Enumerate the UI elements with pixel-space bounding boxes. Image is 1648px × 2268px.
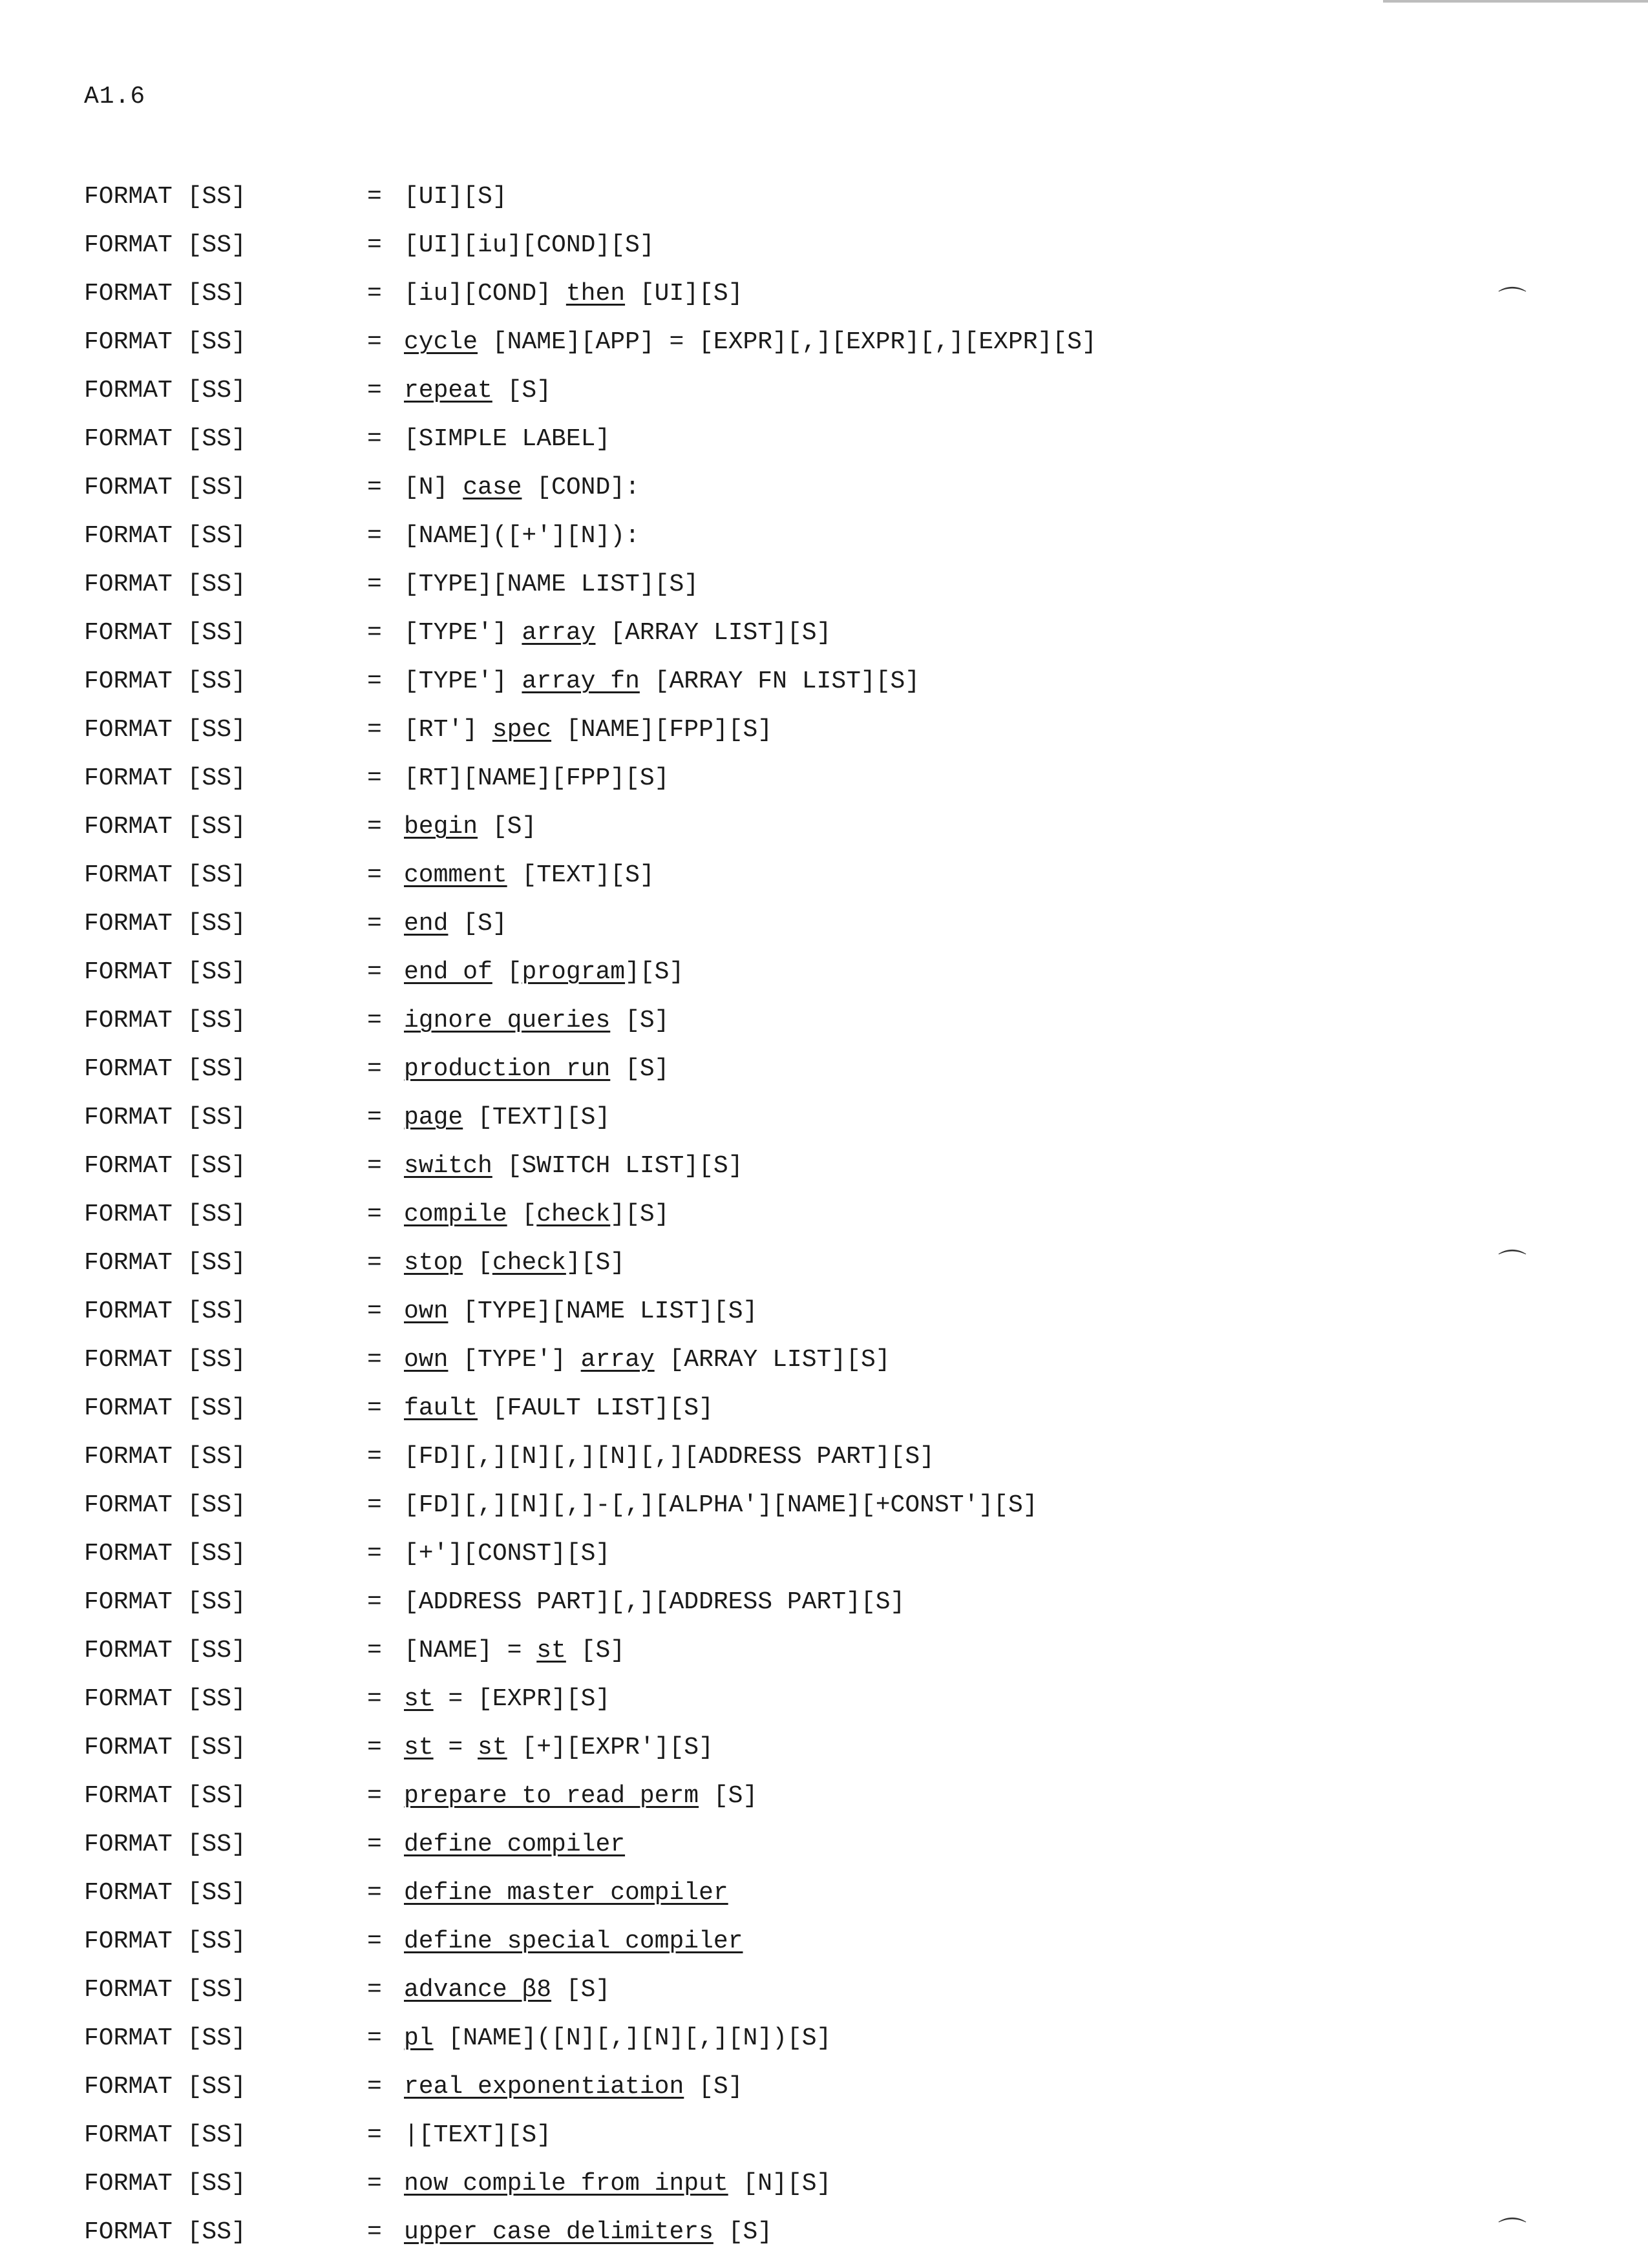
format-label: FORMAT [SS] — [84, 1685, 246, 1713]
definition-text: [FD][,][N][,][N][,][ADDRESS PART][S] — [404, 1443, 935, 1471]
definition-text: [S] — [699, 1782, 758, 1810]
format-label: FORMAT [SS] — [84, 231, 246, 259]
equals-sign: = — [367, 1201, 382, 1228]
format-definition — [404, 1299, 757, 1325]
keyword: comment — [404, 861, 507, 889]
keyword: check — [536, 1201, 611, 1228]
definition-text: [UI][S] — [625, 280, 743, 308]
keyword: ignore queries — [404, 1007, 611, 1034]
equals-sign: = — [367, 2121, 382, 2149]
equals-sign: = — [367, 280, 382, 308]
definition-text: ][S] — [565, 1249, 626, 1277]
keyword: pl — [404, 2024, 434, 2052]
keyword: array — [580, 1346, 655, 1374]
format-definition — [404, 2220, 772, 2245]
equals-sign: = — [367, 2218, 382, 2246]
keyword: begin — [404, 813, 478, 841]
equals-sign: = — [367, 764, 382, 792]
equals-sign: = — [367, 1734, 382, 1761]
definition-text: [TYPE][NAME LIST][S] — [404, 571, 699, 598]
format-label: FORMAT [SS] — [84, 1007, 246, 1034]
definition-text: [TYPE'] — [404, 667, 522, 695]
format-definition — [404, 1638, 625, 1664]
format-definition — [404, 1008, 669, 1034]
format-label: FORMAT [SS] — [84, 1879, 246, 1907]
format-label: FORMAT [SS] — [84, 1540, 246, 1568]
keyword: st — [404, 1685, 434, 1713]
format-definition — [404, 1056, 669, 1082]
keyword: advance β8 — [404, 1976, 552, 2004]
format-definition — [404, 233, 655, 258]
keyword: st — [478, 1734, 507, 1761]
equals-sign: = — [367, 1588, 382, 1616]
format-definition — [404, 523, 640, 549]
keyword: define master compiler — [404, 1879, 728, 1907]
keyword: case — [463, 474, 522, 501]
keyword: production run — [404, 1055, 611, 1083]
definition-text: [S] — [713, 2218, 773, 2246]
format-definition — [404, 1783, 757, 1809]
definition-text: = — [433, 1734, 478, 1761]
definition-text: [ — [492, 958, 522, 986]
format-definition — [404, 1396, 713, 1422]
definition-text: [RT][NAME][FPP][S] — [404, 764, 670, 792]
format-label: FORMAT [SS] — [84, 1637, 246, 1664]
format-definition — [404, 717, 772, 743]
format-label: FORMAT [SS] — [84, 280, 246, 308]
margin-mark-icon: ⌒ — [1498, 1248, 1527, 1281]
keyword: check — [492, 1249, 566, 1277]
keyword: now compile from input — [404, 2170, 728, 2198]
format-label: FORMAT [SS] — [84, 764, 246, 792]
format-definition — [404, 1929, 743, 1955]
definition-text: [S] — [551, 1976, 611, 2004]
definition-text: [ — [507, 1201, 537, 1228]
format-label: FORMAT [SS] — [84, 425, 246, 453]
keyword: st — [404, 1734, 434, 1761]
format-label: FORMAT [SS] — [84, 910, 246, 938]
format-definition — [404, 814, 536, 840]
definition-text: [NAME]([+'][N]): — [404, 522, 640, 550]
definition-text: [S] — [448, 910, 507, 938]
format-definition — [404, 1105, 610, 1131]
equals-sign: = — [367, 425, 382, 453]
format-label: FORMAT [SS] — [84, 474, 246, 501]
equals-sign: = — [367, 2170, 382, 2198]
format-label: FORMAT [SS] — [84, 571, 246, 598]
format-definition — [404, 1541, 610, 1567]
definition-text: [+][EXPR'][S] — [507, 1734, 713, 1761]
definition-text: [TEXT][S] — [507, 861, 655, 889]
equals-sign: = — [367, 1540, 382, 1568]
keyword: own — [404, 1346, 449, 1374]
equals-sign: = — [367, 1782, 382, 1810]
keyword: prepare to read perm — [404, 1782, 699, 1810]
definition-text: [RT'] — [404, 716, 492, 744]
format-definition — [404, 1493, 1038, 1518]
format-definition — [404, 330, 1097, 355]
format-definition — [404, 1686, 610, 1712]
definition-text: [N] — [404, 474, 463, 501]
definition-text: [COND]: — [522, 474, 640, 501]
keyword: fault — [404, 1394, 478, 1422]
format-definition — [404, 1153, 743, 1179]
format-label: FORMAT [SS] — [84, 619, 246, 647]
equals-sign: = — [367, 2073, 382, 2101]
format-label: FORMAT [SS] — [84, 1055, 246, 1083]
format-label: FORMAT [SS] — [84, 1394, 246, 1422]
format-label: FORMAT [SS] — [84, 2024, 246, 2052]
equals-sign: = — [367, 571, 382, 598]
definition-text: [UI][iu][COND][S] — [404, 231, 655, 259]
definition-text: [SIMPLE LABEL] — [404, 425, 611, 453]
format-definition — [404, 572, 699, 598]
format-label: FORMAT [SS] — [84, 2218, 246, 2246]
format-definition — [404, 1977, 610, 2003]
equals-sign: = — [367, 1007, 382, 1034]
format-label: FORMAT [SS] — [84, 1976, 246, 2004]
equals-sign: = — [367, 328, 382, 356]
keyword: page — [404, 1104, 463, 1131]
definition-text: [ — [463, 1249, 492, 1277]
keyword: end — [404, 910, 449, 938]
equals-sign: = — [367, 1443, 382, 1471]
format-definition — [404, 2026, 831, 2052]
definition-text: ][S] — [625, 958, 684, 986]
format-label: FORMAT [SS] — [84, 1927, 246, 1955]
format-definition — [404, 669, 920, 695]
format-label: FORMAT [SS] — [84, 2073, 246, 2101]
definition-text: [TYPE][NAME LIST][S] — [448, 1297, 758, 1325]
format-label: FORMAT [SS] — [84, 1201, 246, 1228]
format-label: FORMAT [SS] — [84, 667, 246, 695]
keyword: compile — [404, 1201, 507, 1228]
definition-text: [TYPE'] — [404, 619, 522, 647]
format-definition — [404, 1444, 935, 1470]
equals-sign: = — [367, 1394, 382, 1422]
keyword: own — [404, 1297, 449, 1325]
equals-sign: = — [367, 1152, 382, 1180]
format-label: FORMAT [SS] — [84, 813, 246, 841]
definition-text: [ARRAY FN LIST][S] — [639, 667, 920, 695]
keyword: real exponentiation — [404, 2073, 684, 2101]
equals-sign: = — [367, 1685, 382, 1713]
top-edge-rule — [1383, 0, 1648, 3]
format-definition — [404, 2171, 831, 2197]
format-label: FORMAT [SS] — [84, 861, 246, 889]
definition-text: [S] — [565, 1637, 626, 1664]
format-label: FORMAT [SS] — [84, 1491, 246, 1519]
definition-text: [iu][COND] — [404, 280, 566, 308]
equals-sign: = — [367, 619, 382, 647]
format-definition — [404, 426, 610, 452]
equals-sign: = — [367, 861, 382, 889]
definition-text: [UI][S] — [404, 183, 507, 211]
equals-sign: = — [367, 1104, 382, 1131]
format-label: FORMAT [SS] — [84, 183, 246, 211]
format-definition — [404, 2123, 551, 2148]
equals-sign: = — [367, 522, 382, 550]
definition-text: [+'][CONST][S] — [404, 1540, 611, 1568]
format-definition — [404, 1590, 905, 1615]
keyword: st — [536, 1637, 566, 1664]
equals-sign: = — [367, 910, 382, 938]
margin-mark-icon: ⌒ — [1498, 285, 1527, 318]
keyword: program — [522, 958, 626, 986]
definition-text: [NAME] = — [404, 1637, 537, 1664]
format-definition — [404, 863, 655, 888]
format-definition — [404, 620, 831, 646]
keyword: spec — [492, 716, 552, 744]
equals-sign: = — [367, 958, 382, 986]
equals-sign: = — [367, 1976, 382, 2004]
format-label: FORMAT [SS] — [84, 1104, 246, 1131]
format-label: FORMAT [SS] — [84, 377, 246, 404]
format-definition — [404, 1832, 625, 1858]
format-label: FORMAT [SS] — [84, 2170, 246, 2198]
equals-sign: = — [367, 183, 382, 211]
format-definition — [404, 766, 669, 792]
equals-sign: = — [367, 1927, 382, 1955]
equals-sign: = — [367, 1297, 382, 1325]
keyword: end of — [404, 958, 492, 986]
format-definition — [404, 184, 507, 210]
equals-sign: = — [367, 231, 382, 259]
keyword: array — [522, 619, 596, 647]
equals-sign: = — [367, 1879, 382, 1907]
format-definition — [404, 960, 684, 985]
format-definition — [404, 281, 743, 307]
format-label: FORMAT [SS] — [84, 1588, 246, 1616]
format-label: FORMAT [SS] — [84, 1152, 246, 1180]
format-label: FORMAT [SS] — [84, 328, 246, 356]
equals-sign: = — [367, 1491, 382, 1519]
format-definition — [404, 1202, 670, 1228]
keyword: repeat — [404, 377, 492, 404]
format-definition — [404, 378, 551, 404]
keyword: define compiler — [404, 1831, 626, 1858]
format-label: FORMAT [SS] — [84, 1831, 246, 1858]
format-label: FORMAT [SS] — [84, 1734, 246, 1761]
format-label: FORMAT [SS] — [84, 1782, 246, 1810]
definition-text: [FAULT LIST][S] — [478, 1394, 713, 1422]
equals-sign: = — [367, 667, 382, 695]
definition-text: ][S] — [610, 1201, 670, 1228]
equals-sign: = — [367, 474, 382, 501]
definition-text: [ADDRESS PART][,][ADDRESS PART][S] — [404, 1588, 905, 1616]
definition-text: [NAME][APP] = [EXPR][,][EXPR][,][EXPR][S] — [478, 328, 1097, 356]
keyword: switch — [404, 1152, 492, 1180]
definition-text: [TEXT][S] — [463, 1104, 611, 1131]
format-definition — [404, 911, 507, 937]
definition-text: [ARRAY LIST][S] — [654, 1346, 891, 1374]
definition-text: [SWITCH LIST][S] — [492, 1152, 743, 1180]
definition-text: [S] — [684, 2073, 743, 2101]
definition-text: [ARRAY LIST][S] — [595, 619, 832, 647]
format-definition — [404, 1735, 713, 1761]
margin-mark-icon: ⌒ — [1498, 2216, 1527, 2249]
equals-sign: = — [367, 377, 382, 404]
keyword: array fn — [522, 667, 640, 695]
format-definition — [404, 1347, 891, 1373]
definition-text: |[TEXT][S] — [404, 2121, 552, 2149]
keyword: define special compiler — [404, 1927, 743, 1955]
equals-sign: = — [367, 1055, 382, 1083]
format-label: FORMAT [SS] — [84, 1249, 246, 1277]
format-definition — [404, 2074, 743, 2100]
keyword: stop — [404, 1249, 463, 1277]
format-definition — [404, 1880, 728, 1906]
equals-sign: = — [367, 2024, 382, 2052]
keyword: then — [565, 280, 626, 308]
format-definition — [404, 475, 640, 501]
definition-text: [NAME]([N][,][N][,][N])[S] — [433, 2024, 832, 2052]
keyword: upper case delimiters — [404, 2218, 713, 2246]
definition-text: [N][S] — [728, 2170, 832, 2198]
format-label: FORMAT [SS] — [84, 958, 246, 986]
format-label: FORMAT [SS] — [84, 2121, 246, 2149]
definition-text: [S] — [478, 813, 537, 841]
equals-sign: = — [367, 1637, 382, 1664]
definition-text: [NAME][FPP][S] — [551, 716, 773, 744]
page-label: A1.6 — [84, 83, 146, 110]
format-label: FORMAT [SS] — [84, 1297, 246, 1325]
equals-sign: = — [367, 1831, 382, 1858]
format-label: FORMAT [SS] — [84, 522, 246, 550]
format-label: FORMAT [SS] — [84, 1443, 246, 1471]
definition-text: [S] — [610, 1007, 670, 1034]
format-definition — [404, 1250, 625, 1276]
definition-text: [FD][,][N][,]-[,][ALPHA'][NAME][+CONST'][S] — [404, 1491, 1038, 1519]
equals-sign: = — [367, 1346, 382, 1374]
keyword: cycle — [404, 328, 478, 356]
definition-text: [S] — [610, 1055, 670, 1083]
definition-text: [S] — [492, 377, 552, 404]
definition-text: [TYPE'] — [448, 1346, 581, 1374]
format-label: FORMAT [SS] — [84, 1346, 246, 1374]
equals-sign: = — [367, 813, 382, 841]
equals-sign: = — [367, 1249, 382, 1277]
definition-text: = [EXPR][S] — [433, 1685, 611, 1713]
equals-sign: = — [367, 716, 382, 744]
format-label: FORMAT [SS] — [84, 716, 246, 744]
